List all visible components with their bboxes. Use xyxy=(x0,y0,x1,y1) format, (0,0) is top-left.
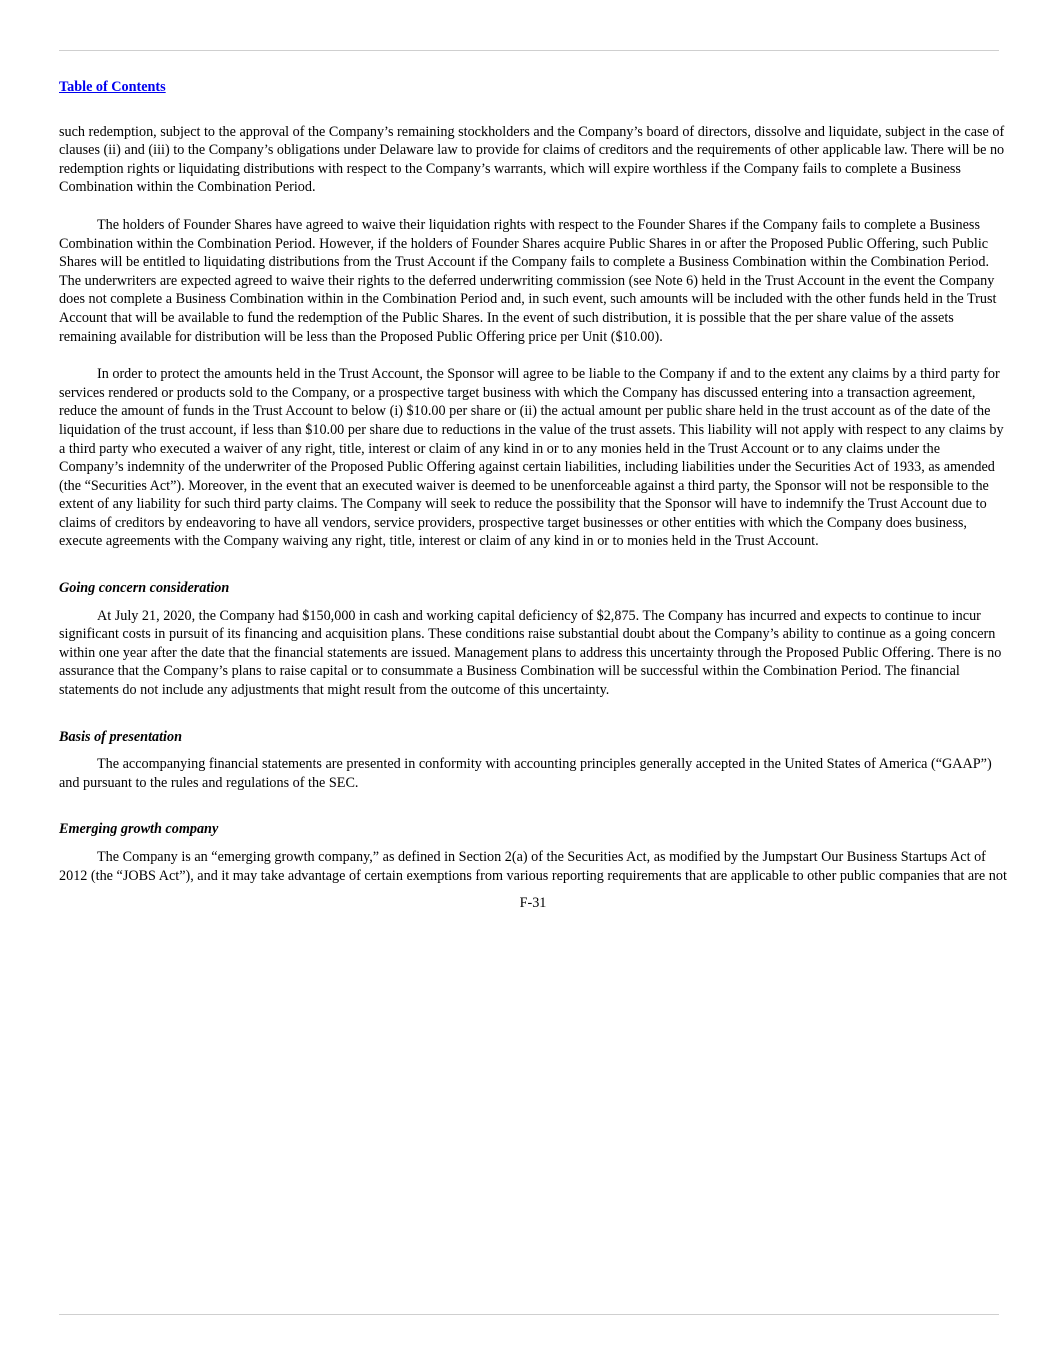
bottom-divider xyxy=(59,1314,999,1315)
top-divider xyxy=(59,50,999,51)
paragraph-basis-of-presentation: The accompanying financial statements are presented in conformity with accounting principles generally accepted in the United States of America (“GAAP”) and pursuant to the rules and regulations of the SEC. xyxy=(59,756,992,791)
heading-basis-of-presentation: Basis of presentation xyxy=(59,728,182,745)
paragraph-going-concern: At July 21, 2020, the Company had $150,000 in cash and working capital deficiency of $2,875. The Company has incurred and expects to continue to incur significant costs in pursuit of its financing and acquisition plans. These conditions raise substantial doubt about the Company’s ability to continue as a going concern within one year after the date that the financial statements are issued. Management plans to address this uncertainty through the Proposed Public Offering. There is no assurance that the Company’s plans to raise capital or to consummate a Business Combination will be successful within the Combination Period. The financial statements do not include any adjustments that might result from the outcome of this uncertainty. xyxy=(59,607,1002,699)
heading-going-concern: Going concern consideration xyxy=(59,580,230,597)
table-of-contents-link[interactable]: Table of Contents xyxy=(59,79,166,95)
paragraph-emerging-growth: The Company is an “emerging growth company,” as defined in Section 2(a) of the Securities Act, as modified by the Jumpstart Our Business Startups Act of 2012 (the “JOBS Act”), and it may take advantage of certain exemptions from various reporting requirements that are applicable to other public companies that are not xyxy=(59,849,1007,884)
paragraph-founder-shares: The holders of Founder Shares have agreed to waive their liquidation rights with respect to the Founder Shares if the Company fails to complete a Business Combination within the Combination Period. However, if the holders of Founder Shares acquire Public Shares in or after the Proposed Public Offering, such Public Shares will be entitled to liquidating distributions from the Trust Account if the Company fails to complete a Business Combination within the Combination Period. The underwriters are expected agreed to waive their rights to the deferred underwriting commission (see Note 6) held in the Trust Account in the event the Company does not complete a Business Combination within in the Combination Period and, in such event, such amounts will be included with the other funds held in the Trust Account that will be available to fund the redemption of the Public Shares. In the event of such distribution, it is possible that the per share value of the assets remaining available for distribution will be less than the Proposed Public Offering price per Unit ($10.00). xyxy=(59,216,997,345)
paragraph-redemption: such redemption, subject to the approval of the Company’s remaining stockholders and the Company’s board of directors, dissolve and liquidate, subject in the case of clauses (ii) and (iii) to the Company’s obligations under Delaware law to provide for claims of creditors and the requirements of other applicable law. There will be no redemption rights or liquidating distributions with respect to the Company’s warrants, which will expire worthless if the Company fails to complete a Business Combination within the Combination Period. xyxy=(59,123,1005,196)
page-number: F-31 xyxy=(519,895,547,912)
paragraph-trust-account-protection: In order to protect the amounts held in the Trust Account, the Sponsor will agree to be liable to the Company if and to the extent any claims by a third party for services rendered or products sold to the Company, or a prospective target business with which the Company has discussed entering into a transaction agreement, reduce the amount of funds in the Trust Account to below (i) $10.00 per share or (ii) the actual amount per public share held in the trust account as of the date of the liquidation of the trust account, if less than $10.00 per share due to reductions in the value of the trust assets. This liability will not apply with respect to any claims by a third party who executed a waiver of any right, title, interest or claim of any kind in or to any monies held in the Trust Account or to any claims under the Company’s indemnity of the underwriter of the Proposed Public Offering against certain liabilities, including liabilities under the Securities Act of 1933, as amended (the “Securities Act”). Moreover, in the event that an executed waiver is deemed to be unenforceable against a third party, the Sponsor will not be responsible to the extent of any liability for such third party claims. The Company will seek to reduce the possibility that the Sponsor will have to indemnify the Trust Account due to claims of creditors by endeavoring to have all vendors, service providers, prospective target businesses or other entities with which the Company does business, execute agreements with the Company waiving any right, title, interest or claim of any kind in or to monies held in the Trust Account. xyxy=(59,366,1004,550)
document-page xyxy=(59,78,1007,913)
heading-emerging-growth: Emerging growth company xyxy=(59,821,219,838)
